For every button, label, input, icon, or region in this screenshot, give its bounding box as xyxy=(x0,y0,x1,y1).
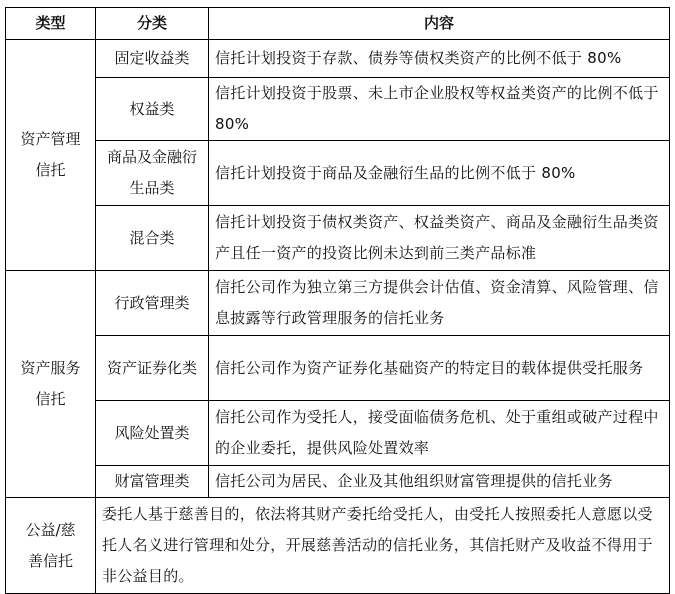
table-row xyxy=(6,401,670,466)
content-cell: 信托计划投资于存款、债券等债权类资产的比例不低于 80% xyxy=(209,40,670,78)
category-cell: 固定收益类 xyxy=(96,40,209,78)
table-row xyxy=(6,206,670,271)
content-cell: 信托计划投资于债权类资产、权益类资产、商品及金融衍生品类资产且任一资产的投资比例未达到前三类产品标准 xyxy=(209,206,670,271)
category-cell: 商品及金融衍生品类 xyxy=(96,141,209,206)
table-row xyxy=(6,141,670,206)
table-row xyxy=(6,336,670,401)
category-cell: 财富管理类 xyxy=(96,466,209,498)
category-cell: 资产证券化类 xyxy=(96,336,209,401)
content-cell: 信托计划投资于商品及金融衍生品的比例不低于 80% xyxy=(209,141,670,206)
content-cell: 信托计划投资于股票、未上市企业股权等权益类资产的比例不低于 80% xyxy=(209,78,670,141)
content-cell: 信托公司作为资产证券化基础资产的特定目的载体提供受托服务 xyxy=(209,336,670,401)
category-cell: 风险处置类 xyxy=(96,401,209,466)
type-cell: 公益/慈善信托 xyxy=(6,498,96,594)
header-row xyxy=(6,8,670,40)
table-row xyxy=(6,271,670,336)
table-row xyxy=(6,498,670,594)
header-content: 内容 xyxy=(209,8,670,40)
type-cell: 资产服务信托 xyxy=(6,271,96,498)
header-type: 类型 xyxy=(6,8,96,40)
category-cell: 行政管理类 xyxy=(96,271,209,336)
content-cell: 委托人基于慈善目的，依法将其财产委托给受托人，由受托人按照委托人意愿以受托人名义进行管理和处分，开展慈善活动的信托业务，其信托财产及收益不得用于非公益目的。 xyxy=(96,498,670,594)
table-row xyxy=(6,466,670,498)
header-category: 分类 xyxy=(96,8,209,40)
content-cell: 信托公司为居民、企业及其他组织财富管理提供的信托业务 xyxy=(209,466,670,498)
table-row xyxy=(6,78,670,141)
category-cell: 混合类 xyxy=(96,206,209,271)
category-cell: 权益类 xyxy=(96,78,209,141)
type-cell: 资产管理信托 xyxy=(6,40,96,271)
trust-classification-table xyxy=(5,7,670,594)
table-row xyxy=(6,40,670,78)
content-cell: 信托公司作为受托人，接受面临债务危机、处于重组或破产过程中的企业委托，提供风险处置效率 xyxy=(209,401,670,466)
content-cell: 信托公司作为独立第三方提供会计估值、资金清算、风险管理、信息披露等行政管理服务的信托业务 xyxy=(209,271,670,336)
